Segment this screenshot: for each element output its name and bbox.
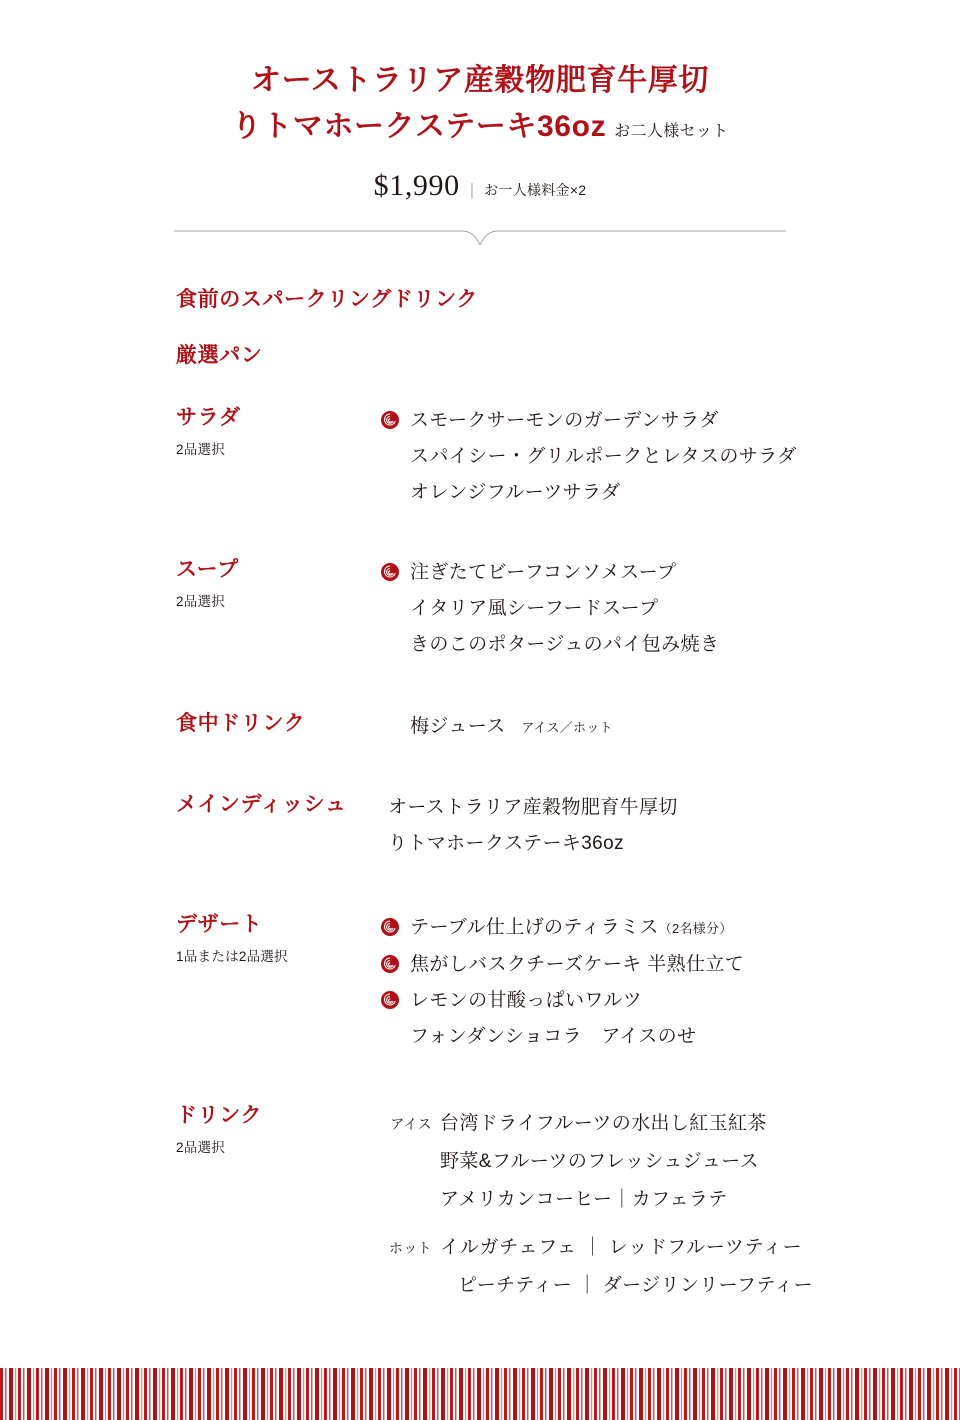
list-item [380, 947, 960, 983]
rose-icon [380, 917, 402, 937]
list-item-text: 梅ジュース [410, 716, 506, 737]
list-item [380, 1267, 960, 1305]
rose-icon-placeholder [380, 446, 402, 466]
list-item-label: きのこのポタージュのパイ包み焼き [410, 634, 720, 655]
list-item [380, 983, 960, 1019]
list-item [380, 1229, 960, 1267]
section-label: デザート [176, 913, 263, 936]
list-item [380, 403, 960, 439]
list-item [380, 475, 960, 511]
section-main-dish [176, 788, 960, 862]
rose-icon [380, 562, 402, 582]
list-item-label: 注ぎたてビーフコンソメスープ [410, 562, 677, 583]
list-item-text: テーブル仕上げのティラミス [410, 917, 659, 938]
title-set-note: お二人様セット [614, 123, 729, 140]
section-heading-bread: 厳選パン [176, 344, 263, 367]
drink-hot-tag: ホット [388, 1240, 432, 1256]
list-item [380, 1181, 960, 1219]
title-line-2-text: りトマホークステーキ36oz [231, 110, 607, 143]
section-items [380, 908, 960, 1055]
section-salad [176, 401, 960, 511]
list-item-label: フォンダンショコラ アイスのせ [410, 1026, 697, 1047]
list-item-label [410, 709, 960, 746]
section-label-block [176, 707, 380, 739]
title-line-2 [0, 104, 960, 155]
list-item-label: レモンの甘酸っぱいワルツ [410, 990, 642, 1011]
section-heading-sparkling: 食前のスパークリングドリンク [176, 288, 478, 311]
drink-cold-tag: アイス [390, 1116, 432, 1132]
list-item-label: オーストラリア産穀物肥育牛厚切 [388, 797, 678, 818]
list-item [380, 591, 960, 627]
rose-icon [380, 954, 402, 974]
title-line-1: オーストラリア産穀物肥育牛厚切 [250, 64, 710, 97]
section-label: メインディッシュ [176, 793, 347, 816]
rose-icon [380, 990, 402, 1010]
section-items [380, 707, 960, 746]
section-label-block [176, 401, 380, 458]
section-label-block [176, 788, 380, 820]
menu-header [0, 0, 960, 247]
ornament-divider [174, 225, 786, 247]
list-item [380, 627, 960, 663]
section-label: 食中ドリンク [176, 712, 306, 735]
price-value: $1,990 [373, 169, 460, 202]
menu-body [0, 285, 960, 1305]
section-choice-note: 2品選択 [176, 594, 226, 609]
section-drinks [176, 1099, 960, 1305]
list-item-label: スモークサーモンのガーデンサラダ [410, 410, 719, 431]
list-item-suffix: アイス／ホット [521, 720, 613, 735]
section-choice-note: 1品または2品選択 [176, 949, 288, 964]
list-item-label: りトマホークステーキ36oz [388, 833, 624, 854]
rose-icon-placeholder [380, 716, 402, 736]
list-item-label: スパイシー・グリルポークとレタスのサラダ [410, 446, 797, 467]
list-item [380, 709, 960, 746]
price-separator: | [469, 180, 475, 199]
list-item [388, 826, 960, 862]
list-item [388, 790, 960, 826]
rose-icon [380, 410, 402, 430]
list-item [380, 1105, 960, 1143]
list-item-label: オレンジフルーツサラダ [410, 482, 621, 503]
list-item-label: アメリカンコーヒー｜カフェラテ [440, 1189, 728, 1210]
section-label: ドリンク [176, 1104, 263, 1127]
list-item-label: 焦がしバスクチーズケーキ 半熟仕立て [410, 954, 745, 975]
section-label: サラダ [176, 406, 241, 429]
footer-stripe-pattern [0, 1368, 960, 1420]
section-choice-note: 2品選択 [176, 442, 226, 457]
section-meal-drink [176, 707, 960, 746]
list-item-label: イタリア風シーフードスープ [410, 598, 659, 619]
list-item [380, 439, 960, 475]
page-title [0, 58, 960, 155]
section-label-block [176, 553, 380, 610]
list-item-suffix: （2名様分） [658, 921, 733, 936]
list-item-label: ピーチティー ｜ ダージリンリーフティー [458, 1275, 814, 1296]
section-items [380, 401, 960, 511]
section-label-block [176, 1099, 380, 1156]
section-items [380, 1103, 960, 1305]
list-item [380, 910, 960, 947]
section-label: スープ [176, 558, 239, 581]
rose-icon-placeholder [380, 482, 402, 502]
list-item-label [410, 910, 960, 947]
price-note: お一人様料金×2 [484, 182, 587, 198]
list-item [380, 1019, 960, 1055]
list-item-label: イルガチェフェ ｜ レッドフルーツティー [440, 1237, 803, 1258]
rose-icon-placeholder [380, 634, 402, 654]
rose-icon-placeholder [380, 1026, 402, 1046]
list-item-label: 台湾ドライフルーツの水出し紅玉紅茶 [440, 1113, 767, 1134]
section-label-block [176, 908, 380, 965]
section-items [388, 788, 960, 862]
list-item-label: 野菜&フルーツのフレッシュジュース [440, 1151, 759, 1172]
section-soup [176, 553, 960, 663]
section-dessert [176, 908, 960, 1055]
section-items [380, 553, 960, 663]
price-row [0, 169, 960, 203]
rose-icon-placeholder [380, 598, 402, 618]
section-choice-note: 2品選択 [176, 1140, 226, 1155]
list-item [380, 555, 960, 591]
list-item [380, 1143, 960, 1181]
